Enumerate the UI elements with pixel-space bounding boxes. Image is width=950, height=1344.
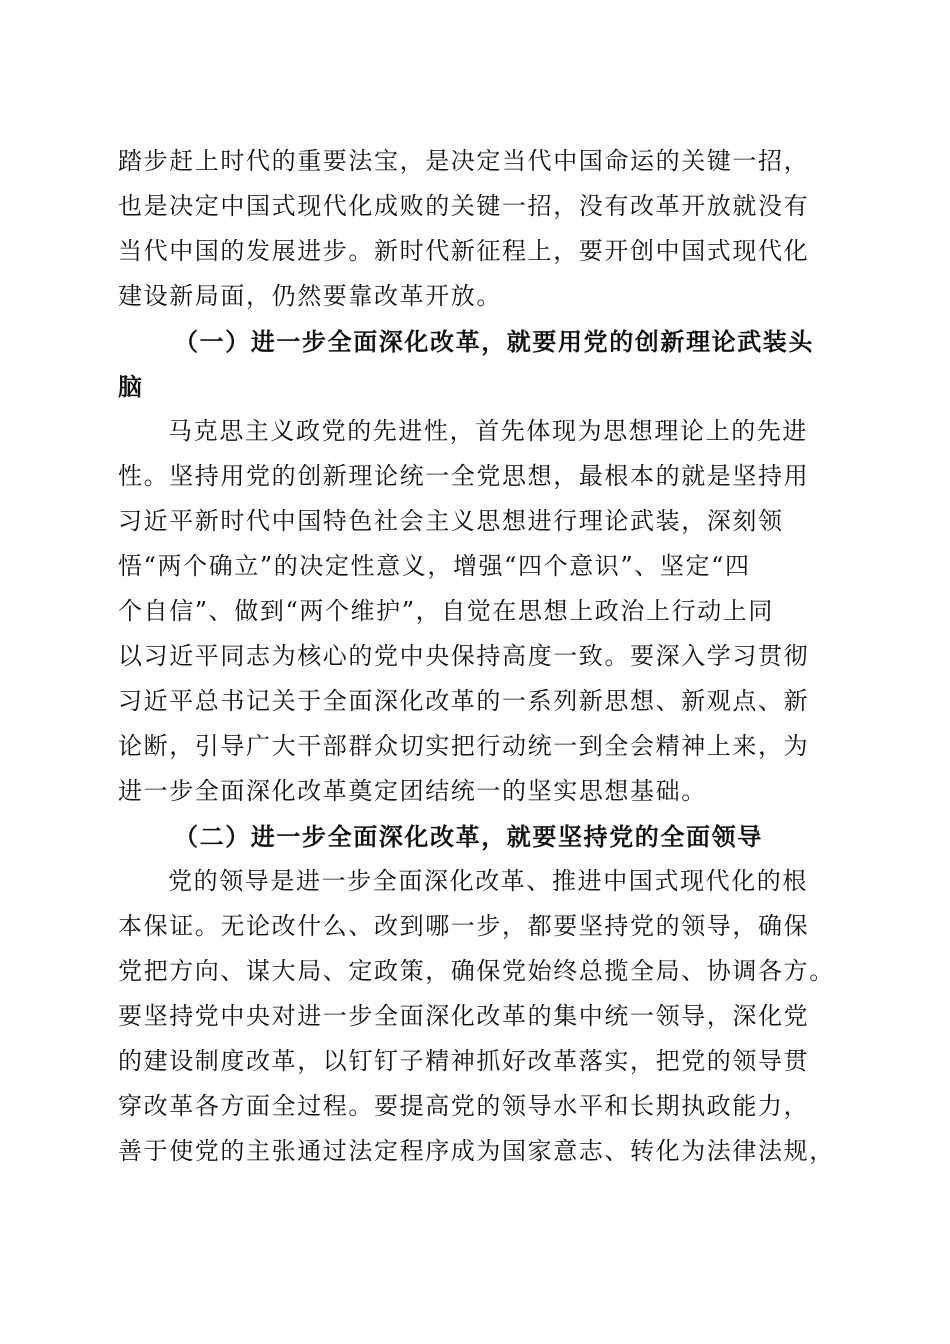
text-line: 悟“两个确立”的决定性意义，增强“四个意识”、坚定“四 xyxy=(118,552,751,580)
text-line: 个自信”、做到“两个维护”，自觉在思想上政治上行动上同 xyxy=(118,597,775,625)
text-line: 的建设制度改革，以钉钉子精神抓好改革落实，把党的领导贯 xyxy=(118,1047,810,1075)
text-line: 也是决定中国式现代化成败的关键一招，没有改革开放就没有 xyxy=(118,192,810,220)
section-heading-1: （一）进一步全面深化改革，就要用党的创新理论武装头 xyxy=(174,327,814,356)
section-heading-2: （二）进一步全面深化改革，就要坚持党的全面领导 xyxy=(174,822,763,851)
text-line: 本保证。无论改什么、改到哪一步，都要坚持党的领导，确保 xyxy=(118,912,810,940)
text-line: 论断，引导广大干部群众切实把行动统一到全会精神上来，为 xyxy=(118,732,810,760)
text-line: 当代中国的发展进步。新时代新征程上，要开创中国式现代化 xyxy=(118,237,810,265)
section-heading-1-cont: 脑 xyxy=(118,372,144,401)
text-line: 以习近平同志为核心的党中央保持高度一致。要深入学习贯彻 xyxy=(118,642,810,670)
text-line: 性。坚持用党的创新理论统一全党思想，最根本的就是坚持用 xyxy=(118,462,810,490)
text-line: 进一步全面深化改革奠定团结统一的坚实思想基础。 xyxy=(118,777,707,805)
document-body xyxy=(118,139,835,1174)
text-line: 穿改革各方面全过程。要提高党的领导水平和长期执政能力， xyxy=(118,1092,810,1120)
text-line: 踏步赶上时代的重要法宝，是决定当代中国命运的关键一招， xyxy=(118,147,810,175)
text-line: 习近平新时代中国特色社会主义思想进行理论武装，深刻领 xyxy=(118,507,784,535)
text-line: 要坚持党中央对进一步全面深化改革的集中统一领导，深化党 xyxy=(118,1002,810,1030)
paragraph-start: 党的领导是进一步全面深化改革、推进中国式现代化的根 xyxy=(168,867,808,895)
paragraph-start: 马克思主义政党的先进性，首先体现为思想理论上的先进 xyxy=(168,417,808,445)
text-line: 习近平总书记关于全面深化改革的一系列新思想、新观点、新 xyxy=(118,687,810,715)
text-line: 善于使党的主张通过法定程序成为国家意志、转化为法律法规， xyxy=(118,1137,835,1165)
text-line: 党把方向、谋大局、定政策，确保党始终总揽全局、协调各方。 xyxy=(118,957,835,985)
text-line: 建设新局面，仍然要靠改革开放。 xyxy=(118,282,502,310)
